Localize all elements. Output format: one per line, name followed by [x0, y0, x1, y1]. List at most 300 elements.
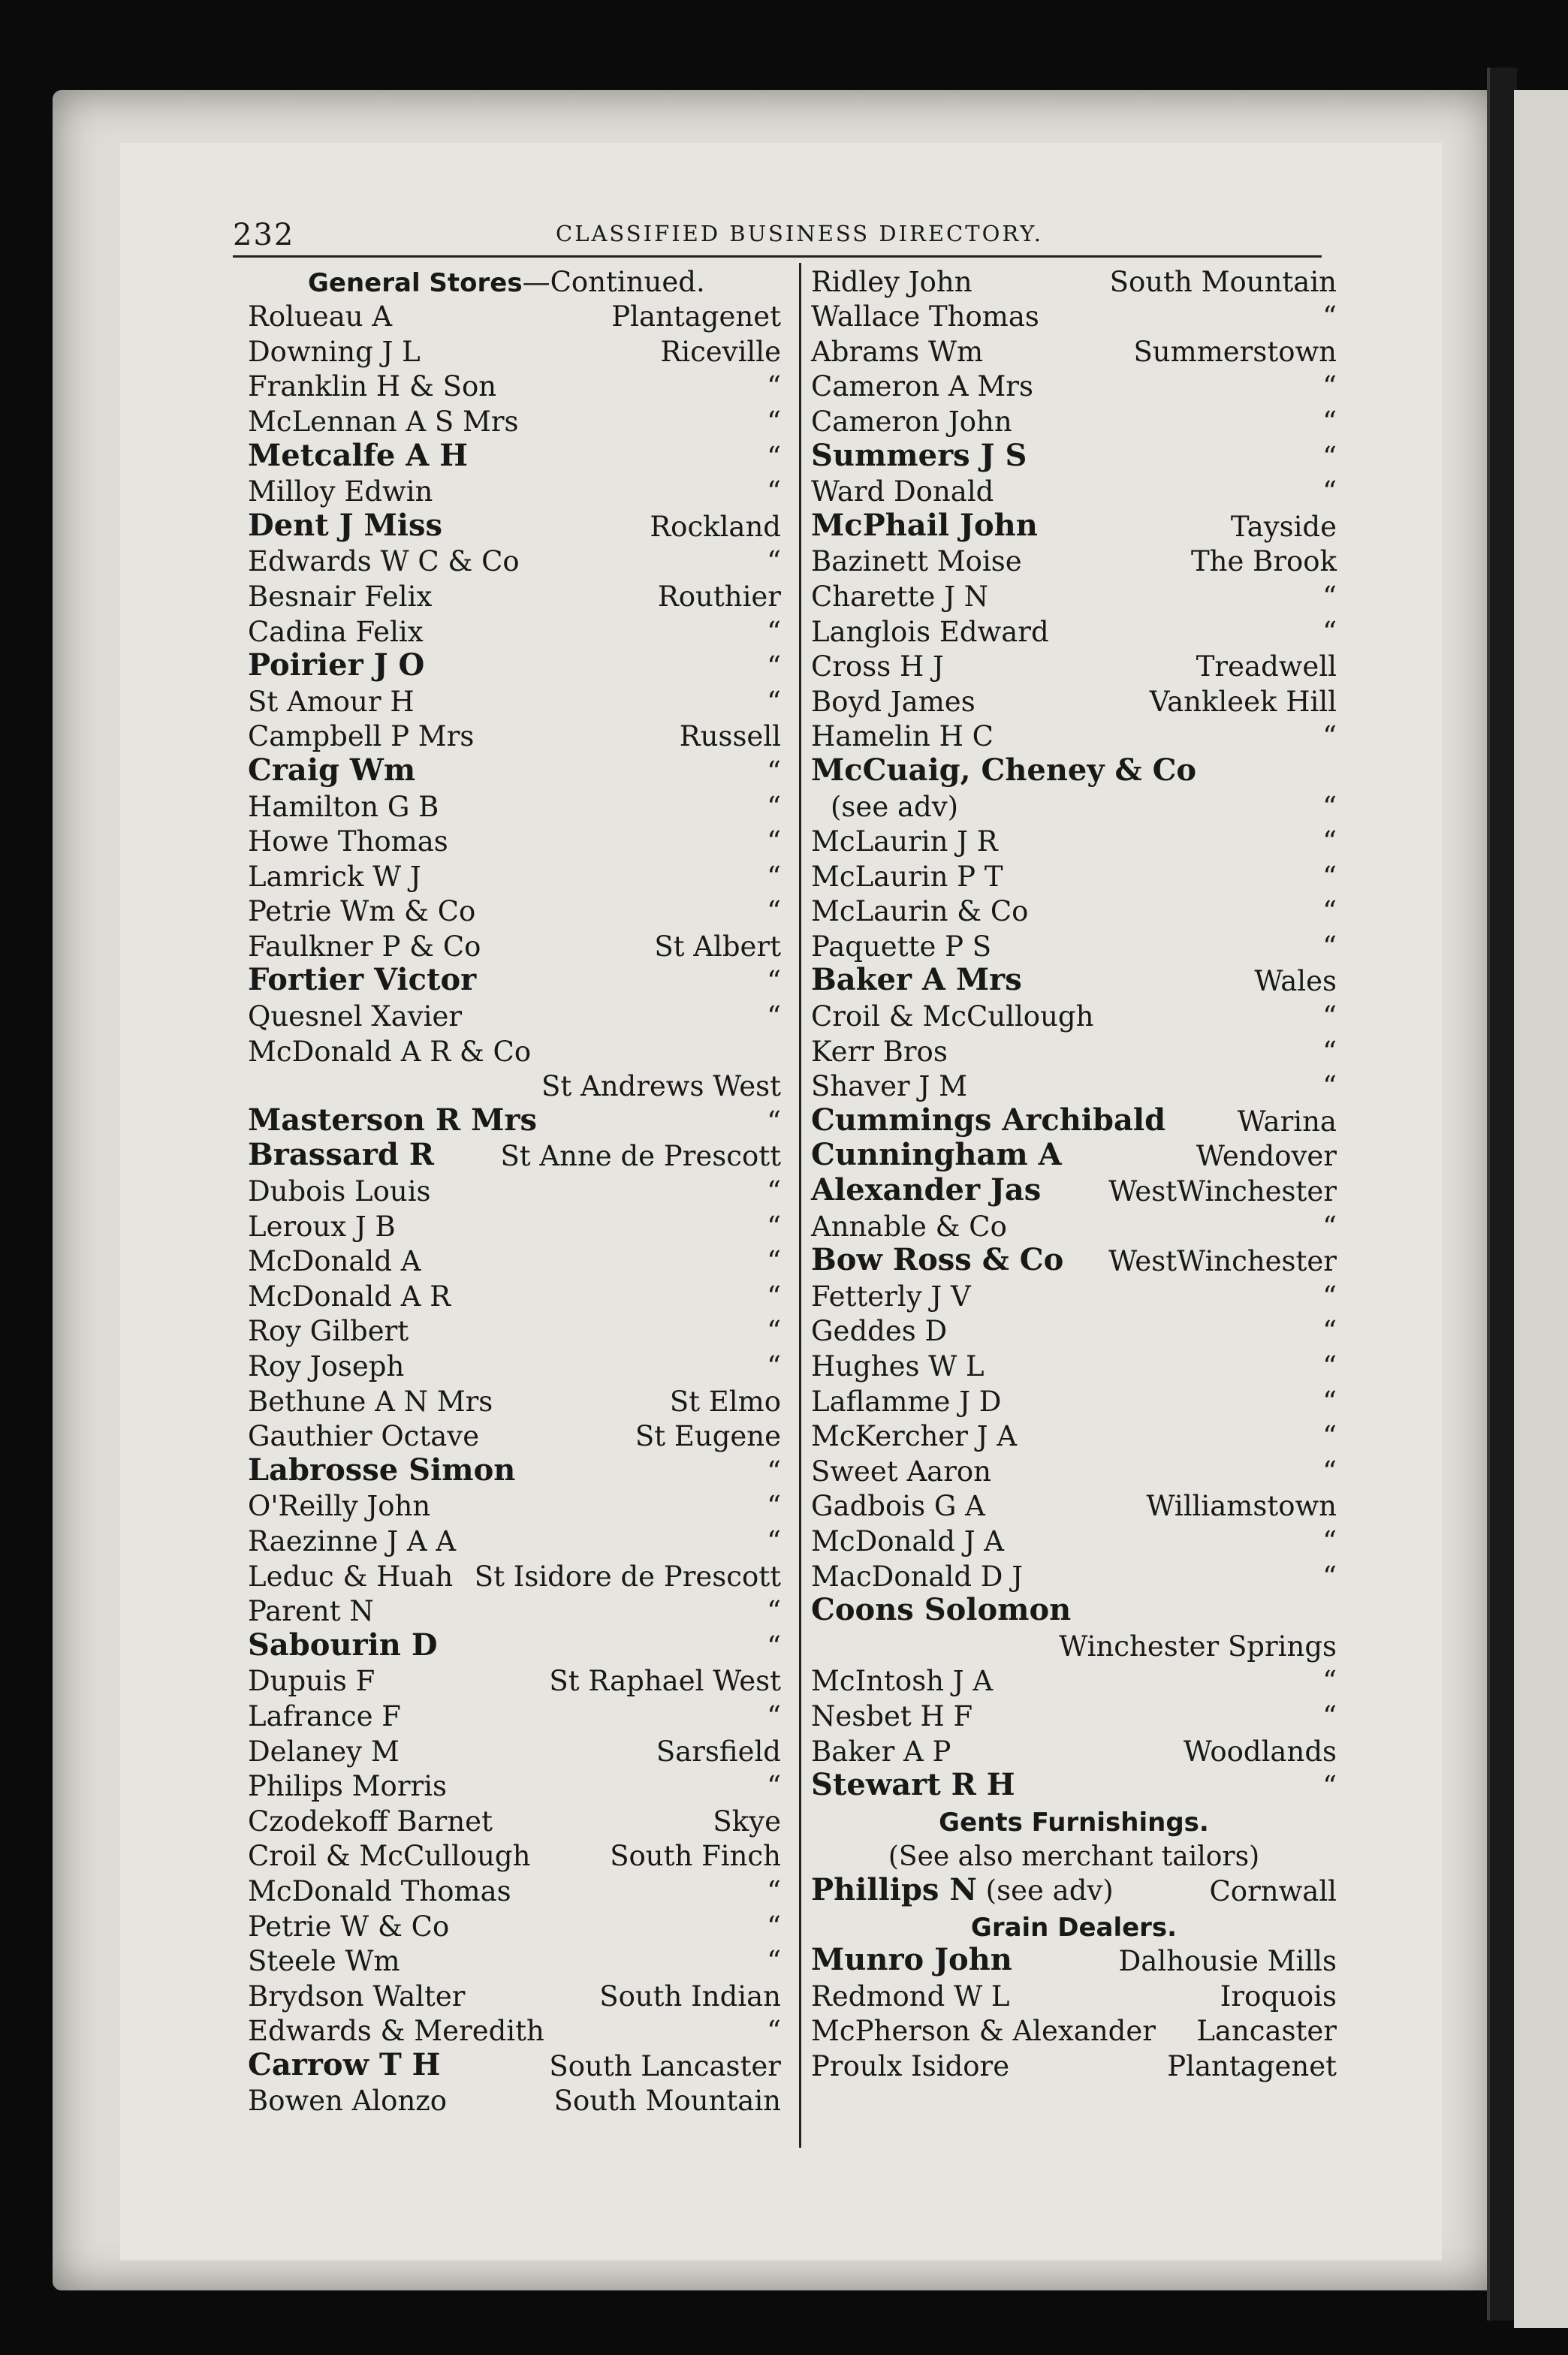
- entry-name: [811, 895, 1028, 927]
- entry-name-text: Bazinett Moise: [811, 545, 1022, 578]
- entry-name-text: Sweet Aaron: [811, 1455, 992, 1488]
- entry-name: [811, 1036, 948, 1068]
- entry-place: Woodlands: [1183, 1735, 1337, 1768]
- directory-entry: [240, 547, 789, 583]
- directory-entry: [240, 2046, 789, 2087]
- directory-entry: [240, 1317, 789, 1352]
- entry-place: “: [1322, 895, 1337, 928]
- directory-entry: [240, 1137, 789, 1178]
- directory-entry: [240, 1352, 789, 1387]
- entry-name: [811, 1735, 951, 1768]
- directory-entry: [240, 1807, 789, 1842]
- entry-name: [811, 1242, 1063, 1277]
- entry-place: Vankleek Hill: [1149, 685, 1337, 718]
- directory-entry: [240, 1982, 789, 2017]
- entry-name-text: Cummings Archibald: [811, 1102, 1166, 1138]
- entry-name-text: Dubois Louis: [248, 1175, 431, 1208]
- entry-name-text: McDonald A R: [248, 1280, 451, 1313]
- entry-name-text: Faulkner P & Co: [248, 930, 481, 963]
- entry-name-text: Nesbet H F: [811, 1699, 973, 1732]
- entry-name: [248, 1945, 400, 1977]
- entry-place: “: [767, 1315, 781, 1348]
- entry-place: The Brook: [1190, 545, 1337, 578]
- entry-name: [248, 1102, 537, 1138]
- directory-entry: [804, 1767, 1344, 1808]
- heading-label: Gents Furnishings.: [939, 1807, 1209, 1838]
- directory-entry: [804, 1667, 1344, 1702]
- entry-name-text: Phillips N: [811, 1871, 977, 1907]
- directory-entry: [804, 2049, 1344, 2087]
- entry-place: St Eugene: [635, 1420, 781, 1453]
- entry-name-text: Langlois Edward: [811, 615, 1049, 648]
- section-heading-text: [240, 266, 789, 298]
- entry-name-text: Laflamme J D: [811, 1385, 1002, 1418]
- entry-name-text: Parent N: [248, 1595, 374, 1628]
- directory-entry: [240, 1002, 789, 1037]
- entry-name-text: Downing J L: [248, 335, 421, 368]
- entry-place: Dalhousie Mills: [1118, 1945, 1337, 1978]
- directory-entry: [804, 582, 1344, 617]
- right-column: [804, 267, 1344, 2087]
- directory-entry: [240, 1627, 789, 1667]
- entry-name-text: Gadbois G A: [811, 1490, 985, 1523]
- entry-name: [248, 1350, 404, 1383]
- entry-name: [248, 1595, 374, 1627]
- entry-place: “: [1322, 1210, 1337, 1243]
- entry-name: [811, 1315, 947, 1347]
- entry-place: “: [1322, 475, 1337, 508]
- directory-entry: [804, 1387, 1344, 1422]
- entry-place: “: [767, 685, 781, 718]
- entry-name-text: Dupuis F: [248, 1665, 375, 1698]
- entry-name-text: Bethune A N Mrs: [248, 1385, 493, 1418]
- entry-name: [811, 1665, 993, 1697]
- entry-name: [248, 508, 442, 543]
- entry-place: “: [1322, 1699, 1337, 1732]
- entry-name-note: (see adv): [976, 1874, 1114, 1907]
- entry-name-text: Geddes D: [811, 1315, 948, 1348]
- directory-entry: [240, 825, 789, 863]
- directory-entry: [804, 650, 1344, 688]
- entry-place: Russell: [679, 720, 781, 753]
- left-column: [240, 267, 789, 2121]
- entry-name: [248, 1525, 456, 1557]
- entry-place: “: [1322, 440, 1337, 473]
- entry-name: [811, 1386, 1001, 1418]
- entry-name: [811, 1280, 971, 1313]
- entry-name-text: Redmond W L: [811, 1980, 1010, 2013]
- entry-place: “: [767, 1699, 781, 1732]
- entry-name-text: Hamilton G B: [248, 790, 439, 823]
- entry-place: St Isidore de Prescott: [474, 1560, 781, 1593]
- entry-name: [248, 370, 496, 403]
- entry-name-text: Cross H J: [811, 650, 944, 683]
- entry-place: “: [767, 965, 781, 998]
- directory-entry: [804, 862, 1344, 897]
- entry-name: [248, 1700, 401, 1732]
- entry-name: [248, 720, 474, 752]
- header-rule: [233, 255, 1322, 258]
- entry-place: “: [1322, 1350, 1337, 1383]
- entry-place: Winchester Springs: [1059, 1630, 1337, 1663]
- entry-place: Iroquois: [1220, 1980, 1337, 2013]
- entry-name: [811, 720, 994, 752]
- entry-name-text: Leroux J B: [248, 1210, 396, 1243]
- entry-place: Rockland: [650, 510, 781, 543]
- entry-place: St Raphael West: [549, 1665, 781, 1698]
- directory-entry: [804, 507, 1344, 547]
- entry-place: Treadwell: [1196, 650, 1337, 683]
- entry-name: [248, 647, 424, 683]
- entry-place: Wendover: [1196, 1140, 1337, 1173]
- entry-place: “: [767, 1945, 781, 1978]
- entry-name-text: Bowen Alonzo: [248, 2085, 448, 2118]
- entry-name: [811, 616, 1049, 648]
- directory-entry: [804, 752, 1344, 792]
- entry-place: “: [767, 860, 781, 893]
- heading-continued: —Continued.: [522, 265, 705, 298]
- entry-name-text: Ridley John: [811, 265, 972, 298]
- entry-name: [248, 1735, 400, 1768]
- directory-entry: [240, 1387, 789, 1422]
- entry-name: [811, 1560, 1023, 1593]
- entry-place: “: [767, 1770, 781, 1803]
- entry-name-text: MacDonald D J: [811, 1560, 1024, 1593]
- entry-name: [811, 1137, 1062, 1172]
- entry-name: [248, 1490, 430, 1522]
- directory-entry: [804, 1172, 1344, 1212]
- heading-label: Grain Dealers.: [970, 1912, 1178, 1943]
- entry-name: [811, 1490, 985, 1522]
- entry-name-text: Brydson Walter: [248, 1980, 466, 2013]
- entry-name-text: Lafrance F: [248, 1699, 401, 1732]
- entry-name: [248, 895, 475, 927]
- directory-entry: [240, 1947, 789, 1983]
- directory-entry: [240, 1667, 789, 1702]
- entry-name: [248, 1280, 451, 1313]
- directory-entry: [804, 300, 1344, 338]
- entry-name-text: McLaurin P T: [811, 860, 1003, 893]
- entry-place: South Lancaster: [549, 2049, 781, 2082]
- entry-name: [811, 370, 1033, 403]
- entry-place: “: [1322, 825, 1337, 858]
- directory-entry: [240, 1737, 789, 1772]
- entry-name-text: Wallace Thomas: [811, 300, 1039, 333]
- entry-name-text: Fortier Victor: [248, 962, 477, 998]
- entry-name-text: McPherson & Alexander: [811, 2015, 1156, 2048]
- directory-entry: [240, 862, 789, 897]
- entry-name-text: McDonald A: [248, 1245, 421, 1278]
- entry-name: [248, 475, 433, 508]
- entry-place: WestWinchester: [1108, 1175, 1337, 1208]
- entry-place: “: [767, 1630, 781, 1663]
- directory-entry: [240, 1282, 789, 1317]
- entry-place: “: [767, 1910, 781, 1943]
- entry-place: WestWinchester: [1108, 1245, 1337, 1278]
- entry-name-text: Cadina Felix: [248, 615, 424, 648]
- entry-name-text: Paquette P S: [811, 930, 992, 963]
- directory-entry: [240, 792, 789, 828]
- entry-name: [248, 1452, 515, 1488]
- entry-name: [811, 2050, 1009, 2082]
- entry-name-text: Alexander Jas: [811, 1172, 1042, 1208]
- entry-name-text: Quesnel Xavier: [248, 1000, 463, 1033]
- entry-name: [248, 1245, 421, 1277]
- entry-name: [248, 1386, 493, 1418]
- entry-name: [248, 1770, 447, 1802]
- directory-entry: [804, 1699, 1344, 1737]
- entry-place: “: [767, 1490, 781, 1523]
- entry-place: “: [1322, 300, 1337, 333]
- entry-name-text: McCuaig, Cheney & Co: [811, 752, 1197, 788]
- section-heading: [240, 267, 789, 303]
- directory-entry: [240, 1699, 789, 1737]
- entry-name: [248, 1420, 479, 1452]
- entry-name-text: Howe Thomas: [248, 825, 448, 858]
- entry-name: [811, 686, 975, 718]
- directory-entry: [240, 962, 789, 1003]
- directory-entry: [804, 617, 1344, 653]
- directory-entry: [240, 1452, 789, 1492]
- entry-place: “: [1322, 1770, 1337, 1803]
- entry-place: “: [1322, 720, 1337, 753]
- entry-place: “: [767, 545, 781, 578]
- directory-entry: [804, 1524, 1344, 1562]
- entry-name-text: Franklin H & Son: [248, 370, 497, 403]
- entry-name: [248, 545, 520, 577]
- entry-name-text: McPhail John: [811, 507, 1038, 543]
- entry-place: Riceville: [660, 335, 781, 368]
- entry-name: [248, 1627, 438, 1663]
- entry-name-text: Bow Ross & Co: [811, 1242, 1064, 1278]
- entry-name-text: McKercher J A: [811, 1420, 1018, 1453]
- entry-place: South Mountain: [1109, 265, 1337, 298]
- entry-place: “: [767, 1874, 781, 1907]
- entry-name-text: Ward Donald: [811, 475, 994, 508]
- entry-place: “: [767, 405, 781, 438]
- entry-name: [811, 266, 972, 298]
- entry-place: “: [1322, 1420, 1337, 1453]
- entry-name: [248, 2015, 544, 2047]
- entry-place: “: [1322, 1385, 1337, 1418]
- entry-place: “: [1322, 405, 1337, 438]
- directory-entry: [240, 337, 789, 372]
- entry-name-text: McLennan A S Mrs: [248, 405, 519, 438]
- entry-name: [811, 1592, 1071, 1627]
- section-heading: [804, 1807, 1344, 1842]
- directory-entry: [240, 1912, 789, 1947]
- entry-name-text: Milloy Edwin: [248, 475, 433, 508]
- entry-name-text: Edwards & Meredith: [248, 2015, 544, 2048]
- entry-name: [248, 861, 421, 893]
- entry-place: Skye: [713, 1805, 781, 1838]
- entry-name-text: Shaver J M: [811, 1070, 967, 1103]
- entry-name-text: St Amour H: [248, 685, 415, 718]
- entry-place: “: [767, 895, 781, 928]
- directory-entry: [240, 1247, 789, 1283]
- entry-place: “: [767, 650, 781, 683]
- section-heading-text: [804, 1808, 1344, 1838]
- entry-name: [248, 1315, 409, 1347]
- entry-name-text: Leduc & Huah: [248, 1560, 454, 1593]
- entry-name: [811, 1980, 1009, 2013]
- directory-entry: [240, 1562, 789, 1597]
- page-number: 232: [233, 218, 295, 252]
- entry-name-text: Hamelin H C: [811, 720, 994, 753]
- entry-place: Sarsfield: [656, 1735, 781, 1768]
- entry-place: “: [1322, 580, 1337, 613]
- directory-entry: [804, 547, 1344, 583]
- entry-place: “: [767, 1105, 781, 1138]
- entry-place: Tayside: [1230, 510, 1337, 543]
- entry-name-text: Cunningham A: [811, 1137, 1062, 1173]
- entry-place: “: [1322, 1560, 1337, 1593]
- entry-name-text: Poirier J O: [248, 647, 425, 683]
- entry-name-text: O'Reilly John: [248, 1490, 431, 1523]
- directory-entry: [804, 1002, 1344, 1037]
- entry-name: [248, 336, 421, 368]
- entry-name-text: Rolueau A: [248, 300, 393, 333]
- entry-name: [811, 1070, 967, 1102]
- entry-name: [248, 1875, 511, 1907]
- entry-name-text: Craig Wm: [248, 752, 416, 788]
- directory-entry: [804, 792, 1344, 828]
- entry-name-text: Abrams Wm: [811, 335, 984, 368]
- entry-name-text: Czodekoff Barnet: [248, 1805, 493, 1838]
- entry-place: “: [1322, 1280, 1337, 1313]
- entry-place: “: [767, 1175, 781, 1208]
- entry-place: “: [767, 790, 781, 823]
- entry-name-text: Labrosse Simon: [248, 1452, 516, 1488]
- entry-name-text: Besnair Felix: [248, 580, 433, 613]
- entry-name: [248, 752, 415, 788]
- entry-name-text: Cameron A Mrs: [811, 370, 1033, 403]
- entry-place: Summerstown: [1133, 335, 1337, 368]
- entry-place: South Finch: [610, 1840, 781, 1873]
- entry-place: “: [767, 615, 781, 648]
- entry-place: “: [767, 1455, 781, 1488]
- entry-place: “: [767, 1210, 781, 1243]
- entry-name: [811, 861, 1003, 893]
- entry-place: Lancaster: [1196, 2015, 1337, 2048]
- entry-name: [248, 580, 432, 613]
- entry-name: [248, 1910, 449, 1943]
- directory-entry: [804, 267, 1344, 303]
- entry-name: [831, 791, 958, 823]
- entry-name: [248, 2047, 440, 2082]
- directory-entry: [240, 437, 789, 478]
- entry-name-text: McDonald A R & Co: [248, 1035, 532, 1068]
- directory-entry: [240, 1524, 789, 1562]
- entry-name-text: Annable & Co: [811, 1210, 1007, 1243]
- column-divider: [799, 263, 801, 2148]
- entry-place: “: [1322, 1665, 1337, 1698]
- directory-entry: [804, 687, 1344, 722]
- entry-name-text: Carrow T H: [248, 2046, 441, 2082]
- directory-entry: [240, 507, 789, 547]
- entry-place: Williamstown: [1146, 1490, 1337, 1523]
- entry-place: St Elmo: [669, 1385, 781, 1418]
- entry-name: [248, 1211, 396, 1243]
- entry-name-text: Brassard R: [248, 1137, 434, 1173]
- entry-name: [811, 475, 994, 508]
- entry-name: [248, 825, 448, 858]
- entry-name: [248, 1036, 531, 1068]
- entry-name: [811, 930, 991, 963]
- directory-entry: [804, 1352, 1344, 1387]
- directory-entry: [804, 372, 1344, 408]
- directory-entry: [240, 687, 789, 722]
- entry-name-text: Cameron John: [811, 405, 1012, 438]
- entry-name-text: Proulx Isidore: [811, 2049, 1010, 2082]
- entry-place: “: [1322, 370, 1337, 403]
- entry-name: [811, 1211, 1007, 1243]
- directory-entry: [804, 1942, 1344, 1983]
- entry-name-text: Masterson R Mrs: [248, 1102, 537, 1138]
- entry-place: South Mountain: [553, 2085, 781, 2118]
- entry-place: “: [767, 440, 781, 473]
- entry-name-text: Boyd James: [811, 685, 975, 718]
- entry-name-text: Coons Solomon: [811, 1592, 1072, 1628]
- directory-entry: [804, 1592, 1344, 1633]
- entry-name-text: Lamrick W J: [248, 860, 421, 893]
- directory-entry: [240, 1177, 789, 1212]
- directory-entry: [804, 2017, 1344, 2052]
- entry-place: “: [1322, 1070, 1337, 1103]
- entry-place: “: [767, 1245, 781, 1278]
- entry-name: [248, 686, 415, 718]
- entry-name-text: (see adv): [831, 790, 959, 823]
- entry-place: “: [1322, 1524, 1337, 1557]
- entry-name: [811, 650, 944, 683]
- directory-entry: [804, 1242, 1344, 1283]
- entry-name: [811, 962, 1022, 997]
- entry-name: [811, 580, 988, 613]
- entry-name: [811, 1700, 972, 1732]
- entry-place: “: [1322, 860, 1337, 893]
- entry-place: “: [1322, 1035, 1337, 1068]
- directory-entry: [240, 2087, 789, 2122]
- entry-place: “: [1322, 790, 1337, 823]
- directory-entry: [240, 1212, 789, 1247]
- directory-entry: [804, 1317, 1344, 1352]
- entry-name-text: Baker A Mrs: [811, 962, 1022, 998]
- entry-place: “: [767, 825, 781, 858]
- directory-entry: [804, 337, 1344, 372]
- entry-name: [811, 825, 998, 858]
- entry-place: “: [1322, 1315, 1337, 1348]
- entry-name-text: Baker A P: [811, 1735, 951, 1768]
- entry-name: [811, 1942, 1012, 1977]
- entry-name: [811, 300, 1039, 333]
- entry-name: [811, 1172, 1041, 1208]
- entry-name: [811, 752, 1196, 788]
- entry-place: “: [767, 755, 781, 788]
- entry-name-text: Croil & McCullough: [248, 1840, 531, 1873]
- entry-name: [248, 962, 476, 997]
- entry-name: [248, 1980, 465, 2013]
- section-heading-text: [804, 1913, 1344, 1943]
- directory-entry: [804, 1037, 1344, 1072]
- entry-name-text: McLaurin & Co: [811, 895, 1029, 928]
- directory-entry: [804, 825, 1344, 863]
- entry-name: [811, 1455, 991, 1488]
- directory-entry: [240, 372, 789, 408]
- directory-entry: [240, 1842, 789, 1877]
- entry-name-text: Edwards W C & Co: [248, 545, 520, 578]
- directory-entry: [804, 1457, 1344, 1492]
- entry-place: St Anne de Prescott: [500, 1140, 781, 1173]
